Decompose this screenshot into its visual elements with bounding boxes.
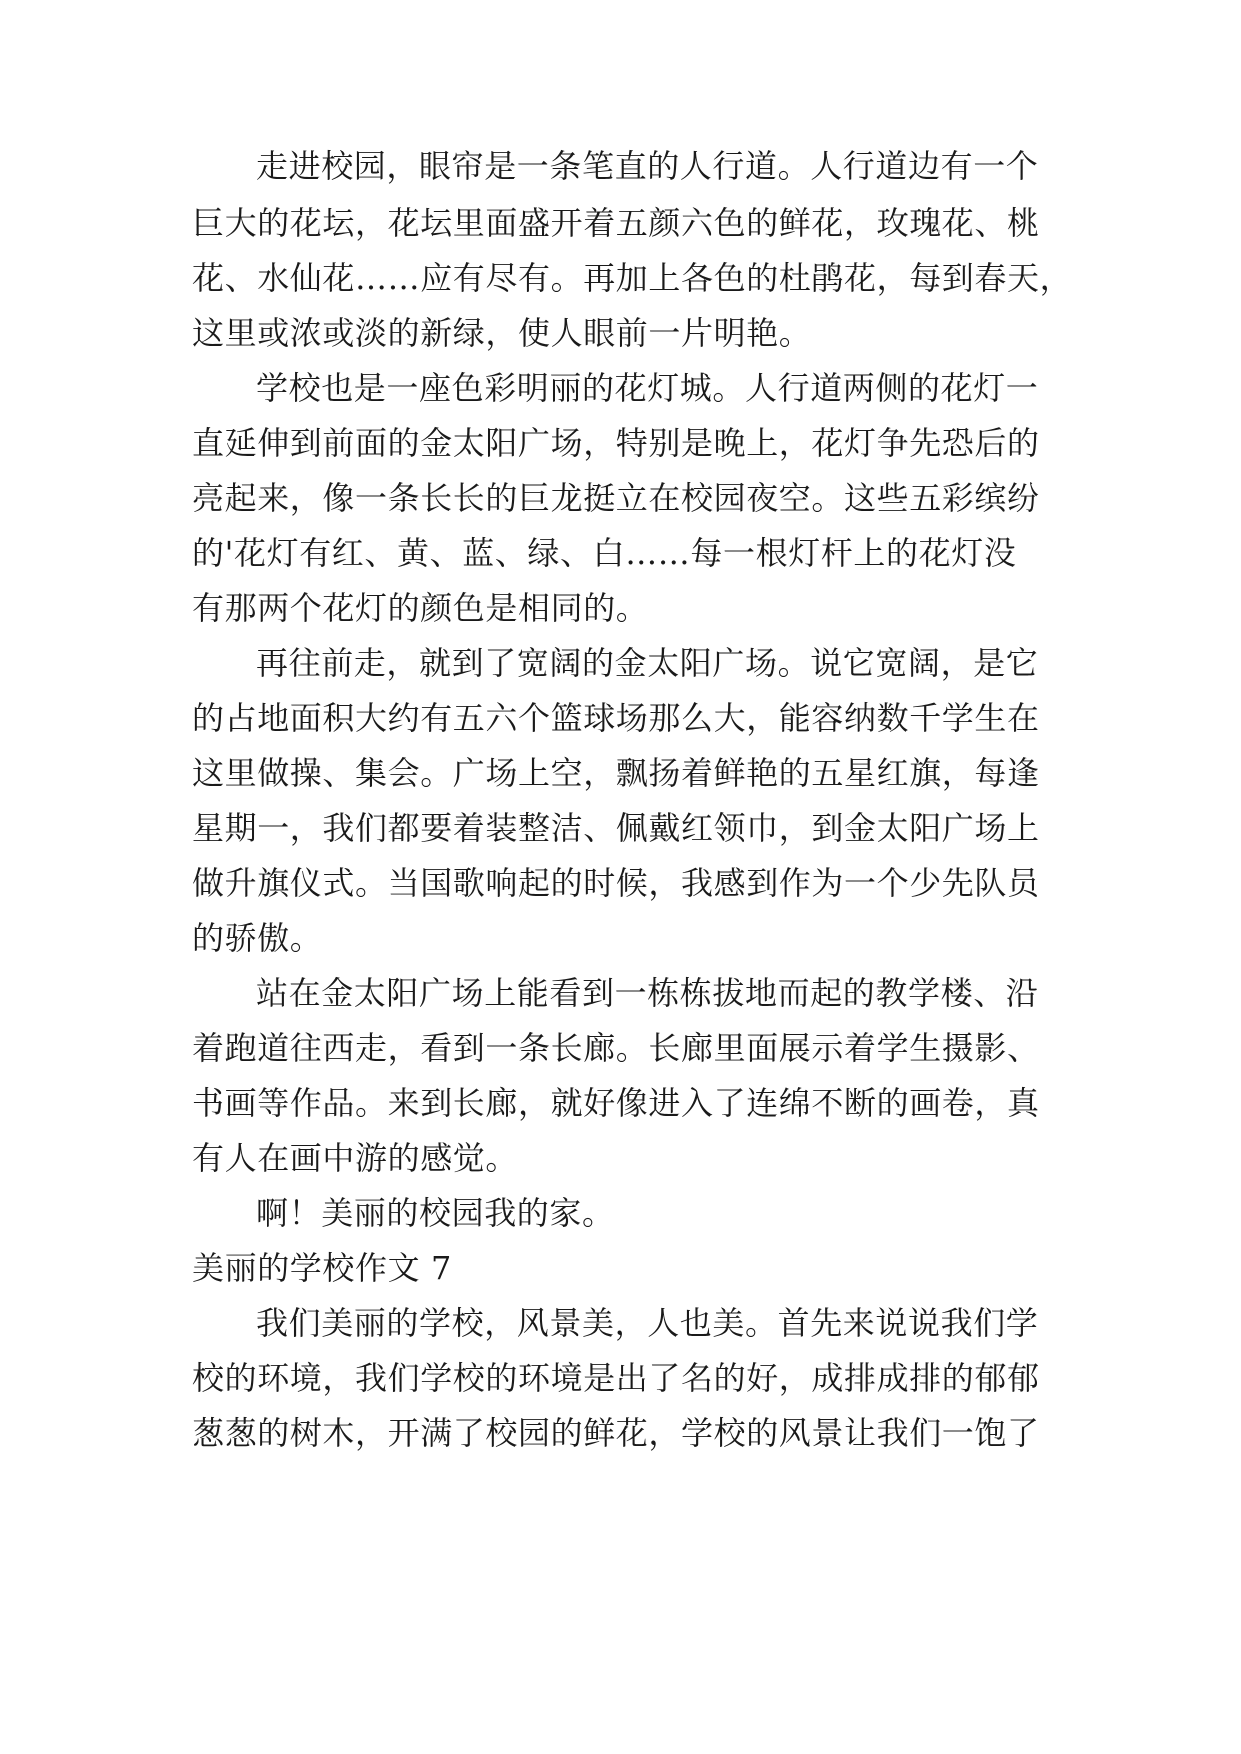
paragraph-line: 亮起来，像一条长长的巨龙挺立在校园夜空。这些五彩缤纷 (192, 479, 1040, 517)
paragraph-line: 啊！美丽的校园我的家。 (256, 1194, 615, 1232)
paragraph-line: 的'花灯有红、黄、蓝、绿、白……每一根灯杆上的花灯没 (192, 534, 1017, 572)
paragraph-line: 直延伸到前面的金太阳广场，特别是晚上，花灯争先恐后的 (192, 424, 1040, 462)
paragraph-line: 再往前走，就到了宽阔的金太阳广场。说它宽阔，是它 (256, 644, 1039, 682)
paragraph-line: 站在金太阳广场上能看到一栋栋拔地而起的教学楼、沿 (256, 974, 1039, 1012)
paragraph-line: 有人在画中游的感觉。 (192, 1139, 519, 1177)
paragraph-line: 的占地面积大约有五六个篮球场那么大，能容纳数千学生在 (192, 699, 1040, 737)
section-heading: 美丽的学校作文 7 (192, 1249, 452, 1287)
paragraph-line: 做升旗仪式。当国歌响起的时候，我感到作为一个少先队员 (192, 864, 1040, 902)
paragraph-line: 校的环境，我们学校的环境是出了名的好，成排成排的郁郁 (192, 1359, 1040, 1397)
paragraph-line: 有那两个花灯的颜色是相同的。 (192, 589, 649, 627)
paragraph-line: 葱葱的树木，开满了校园的鲜花，学校的风景让我们一饱了 (192, 1414, 1040, 1452)
paragraph-line: 着跑道往西走，看到一条长廊。长廊里面展示着学生摄影、 (192, 1029, 1040, 1067)
paragraph-line: 书画等作品。来到长廊，就好像进入了连绵不断的画卷，真 (192, 1084, 1040, 1122)
paragraph-line: 花、水仙花……应有尽有。再加上各色的杜鹃花，每到春天， (192, 259, 1073, 297)
paragraph-line: 这里或浓或淡的新绿，使人眼前一片明艳。 (192, 314, 812, 352)
paragraph-line: 我们美丽的学校，风景美，人也美。首先来说说我们学 (256, 1304, 1039, 1342)
paragraph-line: 这里做操、集会。广场上空，飘扬着鲜艳的五星红旗，每逢 (192, 754, 1040, 792)
paragraph-line: 的骄傲。 (192, 919, 323, 957)
paragraph-line: 星期一，我们都要着装整洁、佩戴红领巾，到金太阳广场上 (192, 809, 1040, 847)
paragraph-line: 学校也是一座色彩明丽的花灯城。人行道两侧的花灯一 (256, 369, 1039, 407)
paragraph-line: 走进校园，眼帘是一条笔直的人行道。人行道边有一个 (256, 147, 1039, 185)
paragraph-line: 巨大的花坛，花坛里面盛开着五颜六色的鲜花，玫瑰花、桃 (192, 204, 1040, 242)
